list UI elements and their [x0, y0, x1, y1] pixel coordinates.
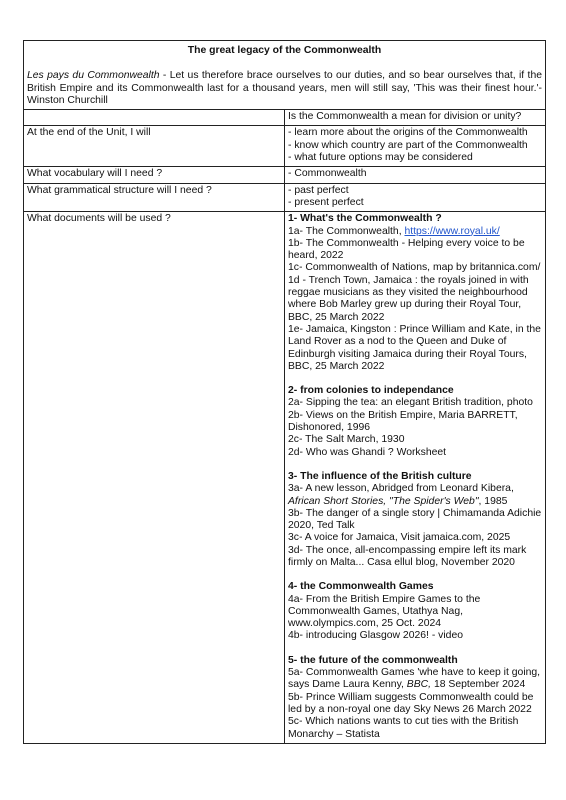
vocabulary-row [24, 167, 546, 183]
document-item: 2d- Who was Ghandi ? Worksheet [288, 446, 447, 458]
document-item: 1c- Commonwealth of Nations, map by britannica.com/ [288, 262, 541, 274]
document-5a-text: 5a- Commonwealth Games 'whe have to keep it going, says Dame Laura Kenny, [288, 667, 541, 691]
document-item: 1d - Trench Town, Jamaica : the royals joined in with reggae musicians as they visited the neighbourhood where Bob Marley grew up during their Royal Tour, BBC, 25 March 2022 [288, 274, 529, 323]
section-spacer [288, 643, 542, 655]
objective-item: - what future options may be considered [288, 152, 473, 164]
section-spacer [288, 569, 542, 581]
document-page [23, 40, 546, 744]
section-spacer [288, 373, 542, 385]
section-spacer [288, 459, 542, 471]
quote-source: Les pays du Commonwealth [27, 70, 160, 82]
churchill-quote [27, 70, 542, 107]
header-cell [24, 41, 546, 110]
document-item: 4a- From the British Empire Games to the Commonwealth Games, Utathya Nag, www.olympics.com, 25 Oct. 2024 [288, 593, 481, 630]
objective-item: - know which country are part of the Commonwealth [288, 139, 528, 151]
document-item [288, 226, 542, 238]
documents-row [24, 212, 546, 744]
objectives-list [285, 126, 546, 167]
header-row [24, 41, 546, 110]
quote-text: - Let us therefore brace ourselves to our duties, and so bear ourselves that, if the British Empire and its Commonwealth last for a thousand years, men will still say, 'This was their finest hour.'- Winston Churchill [27, 70, 543, 106]
document-item: 3c- A voice for Jamaica, Visit jamaica.com, 2025 [288, 532, 511, 544]
objectives-label: At the end of the Unit, I will [24, 126, 285, 167]
grammar-item: - past perfect [288, 184, 349, 196]
document-item: 1b- The Commonwealth - Helping every voice to be heard, 2022 [288, 237, 525, 262]
unit-plan-table [23, 40, 546, 744]
documents-list [285, 212, 546, 744]
section-heading: 1- What's the Commonwealth ? [288, 213, 442, 225]
document-item: 5c- Which nations wants to cut ties with the British Monarchy – Statista [288, 716, 519, 740]
document-5a-end: 18 September 2024 [431, 679, 526, 691]
section-heading: 5- the future of the commonwealth [288, 654, 458, 666]
document-item [288, 483, 542, 508]
question-label-cell [24, 110, 285, 126]
document-title: The great legacy of the Commonwealth [187, 45, 382, 56]
problematic-question: Is the Commonwealth a mean for division or unity? [285, 110, 546, 126]
question-row [24, 110, 546, 126]
document-item: 2c- The Salt March, 1930 [288, 434, 405, 446]
objectives-row [24, 126, 546, 167]
document-3a-text: 3a- A new lesson, Abridged from Leonard Kibera, [288, 483, 514, 495]
vocabulary-value: - Commonwealth [285, 167, 546, 183]
document-5a-italic: BBC, [406, 679, 432, 691]
document-item: 3d- The once, all-encompassing empire left its mark firmly on Malta... Casa ellul blog, November 2020 [288, 544, 527, 568]
document-item: 5b- Prince William suggests Commonwealth could be led by a non-royal one day Sky News 26 March 2022 [288, 691, 534, 715]
document-item: 3b- The danger of a single story | Chimamanda Adichie 2020, Ted Talk [288, 507, 542, 532]
document-3a-italic: African Short Stories, "The Spider's Web" [288, 495, 479, 507]
grammar-row [24, 183, 546, 212]
documents-label: What documents will be used ? [24, 212, 285, 744]
document-1a-text: 1a- The Commonwealth, [288, 225, 405, 237]
vocabulary-label: What vocabulary will I need ? [24, 167, 285, 183]
grammar-list [285, 183, 546, 212]
grammar-label: What grammatical structure will I need ? [24, 183, 285, 212]
document-item [288, 667, 542, 692]
document-item: 4b- introducing Glasgow 2026! - video [288, 630, 464, 642]
document-item: 2b- Views on the British Empire, Maria BARRETT, Dishonored, 1996 [288, 409, 518, 434]
objective-item: - learn more about the origins of the Commonwealth [288, 127, 528, 139]
section-heading: 3- The influence of the British culture [288, 470, 472, 482]
document-3a-end: , 1985 [478, 495, 508, 507]
grammar-item: - present perfect [288, 196, 364, 208]
section-heading: 4- the Commonwealth Games [288, 581, 434, 593]
royal-uk-link[interactable]: https://www.royal.uk/ [404, 225, 500, 237]
document-item: 1e- Jamaica, Kingston : Prince William and Kate, in the Land Rover as a nod to the Queen and Duke of Edinburgh visiting Jamaica during their Royal Tours, BBC, 25 March 2022 [288, 323, 541, 372]
document-item: 2a- Sipping the tea: an elegant British tradition, photo [288, 397, 533, 409]
section-heading: 2- from colonies to independance [288, 385, 454, 397]
